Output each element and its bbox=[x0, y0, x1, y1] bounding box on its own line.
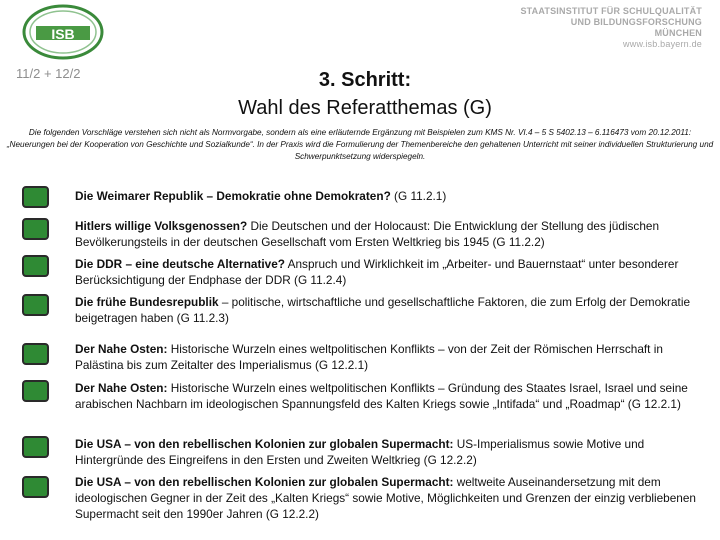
topic-title: Die Weimarer Republik – Demokratie ohne Demokraten? bbox=[75, 189, 391, 203]
topic-detail: weltweite Auseinandersetzung mit dem ideologischen Gegner in der Zeit des „Kalten Kriegs“ sowie Motive, Möglichkeiten und Grenzen der einzig verbliebenen Supermacht seit den 1990er Jahren (G 12.2.2) bbox=[75, 475, 696, 521]
institute-website: www.isb.bayern.de bbox=[623, 39, 702, 49]
title-line-2: Wahl des Referatthemas (G) bbox=[238, 97, 492, 119]
page-title bbox=[190, 66, 540, 122]
topic-title: Der Nahe Osten: bbox=[75, 342, 168, 356]
topic-checkbox[interactable] bbox=[22, 255, 49, 277]
topic-detail: Historische Wurzeln eines weltpolitischen Konflikts – Gründung des Staates Israel, Israel und seine arabischen Nachbarn im ideologischen Spannungsfeld des Kalten Kriegs sowie „Intifada“ und „Roadmap“ (G 12.2.1) bbox=[75, 381, 688, 411]
topic-title: Die DDR – eine deutsche Alternative? bbox=[75, 257, 285, 271]
topic-checkbox[interactable] bbox=[22, 186, 49, 208]
topic-checkbox[interactable] bbox=[22, 343, 49, 365]
isb-logo bbox=[22, 4, 104, 60]
topic-checkbox[interactable] bbox=[22, 476, 49, 498]
institute-name bbox=[442, 6, 702, 50]
topic-detail: Historische Wurzeln eines weltpolitischen Konflikts – von der Zeit der Römischen Herrschaft in Palästina bis zum Zeitalter des Imperialismus (G 12.2.1) bbox=[75, 342, 663, 372]
topic-checkbox[interactable] bbox=[22, 436, 49, 458]
topic-detail: Anspruch und Wirklichkeit im „Arbeiter- und Bauernstaat“ unter besonderer Berücksichtigung der Endphase der DDR (G 11.2.4) bbox=[75, 257, 679, 287]
topic-checkbox[interactable] bbox=[22, 380, 49, 402]
topic-text bbox=[75, 380, 700, 412]
topic-text bbox=[75, 341, 700, 373]
topic-title: Der Nahe Osten: bbox=[75, 381, 168, 395]
topic-text bbox=[75, 436, 700, 468]
title-line-1: 3. Schritt: bbox=[318, 69, 412, 91]
topic-text bbox=[75, 188, 700, 204]
topic-detail: – politische, wirtschaftliche und gesellschaftliche Faktoren, die zum Erfolg der Demokratie beigetragen haben (G 11.2.3) bbox=[75, 295, 691, 325]
institute-line-3: MÜNCHEN bbox=[654, 28, 702, 38]
topic-title: Hitlers willige Volksgenossen? bbox=[75, 219, 248, 233]
topic-checkbox[interactable] bbox=[22, 218, 49, 240]
institute-line-2: UND BILDUNGSFORSCHUNG bbox=[570, 17, 702, 27]
topic-title: Die frühe Bundesrepublik bbox=[75, 295, 219, 309]
topic-text bbox=[75, 256, 700, 288]
topic-detail: US-Imperialismus sowie Motive und Hintergründe des Eingreifens in den Ersten und Zweiten Weltkrieg (G 12.2.2) bbox=[75, 437, 645, 467]
topic-detail: (G 11.2.1) bbox=[390, 189, 447, 203]
topic-text bbox=[75, 474, 700, 522]
institute-line-1: STAATSINSTITUT FÜR SCHULQUALITÄT bbox=[520, 6, 702, 16]
topic-text bbox=[75, 294, 700, 326]
topic-detail: Die Deutschen und der Holocaust: Die Entwicklung der Stellung des jüdischen Bevölkerungsteils in der deutschen Gesellschaft vom Ersten Weltkrieg bis 1945 (G 11.2.2) bbox=[75, 219, 660, 249]
topic-title: Die USA – von den rebellischen Kolonien zur globalen Supermacht: bbox=[75, 437, 454, 451]
class-label: 11/2 + 12/2 bbox=[16, 66, 81, 81]
topic-title: Die USA – von den rebellischen Kolonien zur globalen Supermacht: bbox=[75, 475, 454, 489]
logo-text: ISB bbox=[51, 26, 75, 42]
topic-text bbox=[75, 218, 700, 250]
topic-checkbox[interactable] bbox=[22, 294, 49, 316]
intro-text: Die folgenden Vorschläge verstehen sich nicht als Normvorgabe, sondern als eine erläuternde Ergänzung mit Beispielen zum KMS Nr. VI.4 – 5 S 5402.13 – 6.116473 vom 20.12.2011: „Neuerungen bei der Kooperation von Geschichte und Sozialkunde“. In der Praxis wird die Formulierung der Themenbereiche den gehaltenen Unterricht mit seiner individuellen Strukturierung und Schwerpunktsetzung widerspiegeln. bbox=[6, 128, 714, 161]
